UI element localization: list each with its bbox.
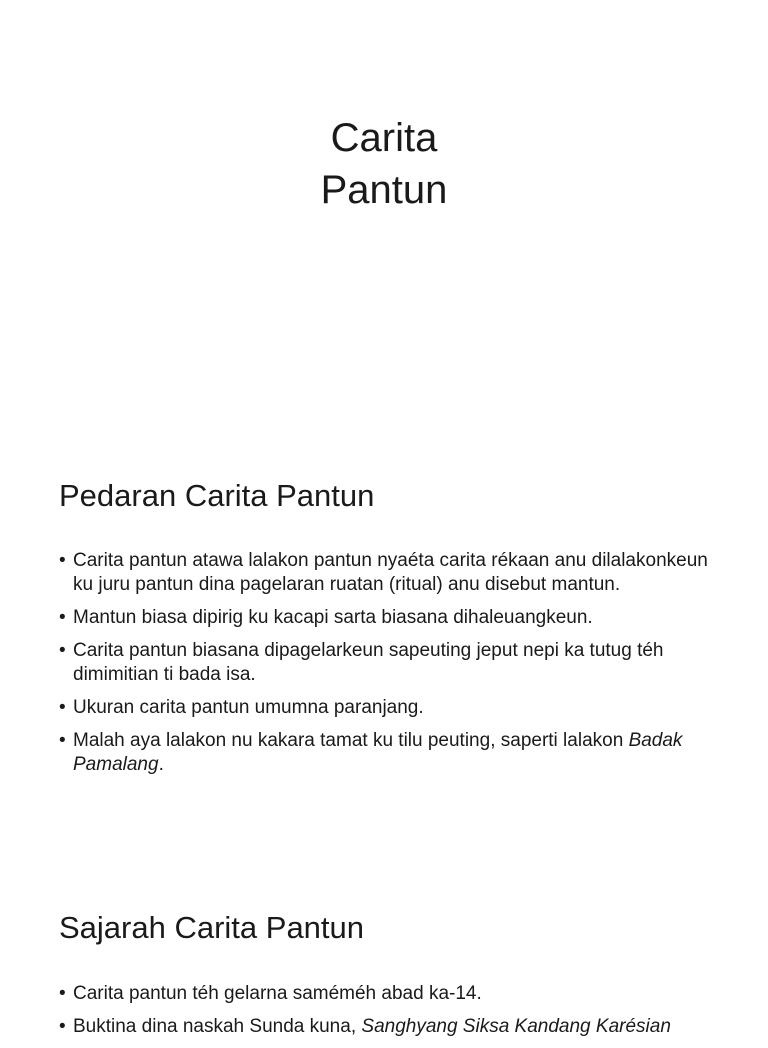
bullet-item — [59, 639, 719, 687]
sajarah-slide — [0, 864, 768, 1037]
bullet-icon: • — [59, 607, 66, 628]
bullet-item — [59, 696, 719, 720]
bullet-text: Carita pantun biasana dipagelarkeun sapeuting jeput nepi ka tutug téh dimimitian ti bada isa. — [73, 640, 664, 685]
bullet-text: Buktina dina naskah Sunda kuna, — [73, 1016, 357, 1037]
bullet-list — [59, 982, 719, 1048]
bullet-item — [59, 606, 719, 630]
bullet-item — [59, 1015, 719, 1039]
bullet-text: Ukuran carita pantun umumna paranjang. — [73, 697, 424, 718]
bullet-item — [59, 729, 719, 777]
bullet-icon: • — [59, 1016, 66, 1037]
presentation-title — [0, 112, 768, 216]
bullet-period: . — [158, 754, 164, 775]
title-slide — [0, 0, 768, 432]
pedaran-slide — [0, 432, 768, 864]
bullet-item — [59, 982, 719, 1006]
title-line-2: Pantun — [320, 168, 448, 212]
slide-heading: Sajarah Carita Pantun — [59, 910, 365, 945]
slide-heading: Pedaran Carita Pantun — [59, 478, 375, 513]
bullet-text: Mantun biasa dipirig ku kacapi sarta biasana dihaleuangkeun. — [73, 607, 593, 628]
bullet-italic-title: Badak Pamalang — [73, 730, 683, 775]
bullet-text: Carita pantun atawa lalakon pantun nyaéta carita rékaan anu dilalakonkeun ku juru pantun dina pagelaran ruatan (ritual) anu disebut mantun. — [73, 550, 708, 595]
bullet-icon: • — [59, 730, 66, 751]
bullet-text: Malah aya lalakon nu kakara tamat ku tilu peuting, saperti lalakon — [73, 730, 624, 751]
bullet-icon: • — [59, 697, 66, 718]
bullet-text: Carita pantun téh gelarna saméméh abad ka-14. — [73, 983, 482, 1004]
bullet-item — [59, 549, 719, 597]
title-line-1: Carita — [330, 116, 438, 160]
bullet-italic-title: Sanghyang Siksa Kandang Karésian — [361, 1016, 671, 1037]
bullet-icon: • — [59, 640, 66, 661]
bullet-icon: • — [59, 550, 66, 571]
bullet-list — [59, 549, 719, 786]
bullet-icon: • — [59, 983, 66, 1004]
